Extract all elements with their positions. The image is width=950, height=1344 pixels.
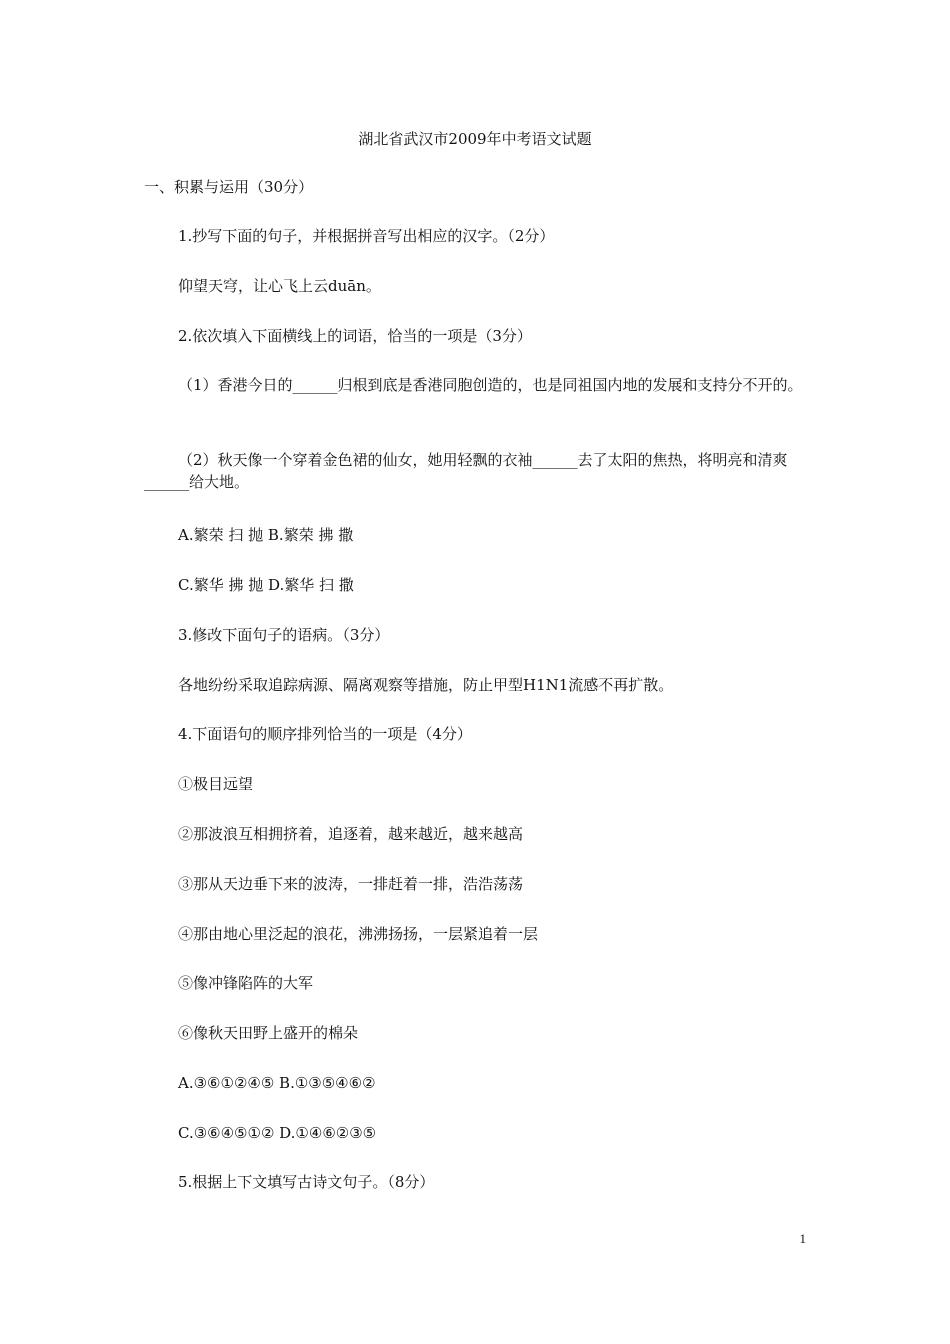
question-2-options-ab: A.繁荣 扫 抛 B.繁荣 拂 撒 <box>178 526 354 544</box>
question-4-item: ⑤像冲锋陷阵的大军 <box>178 974 314 992</box>
question-4-item: ②那波浪互相拥挤着，追逐着，越来越近，越来越高 <box>178 825 524 843</box>
question-4-item: ⑥像秋天田野上盛开的棉朵 <box>178 1024 359 1042</box>
page-title: 湖北省武汉市2009年中考语文试题 <box>358 130 592 148</box>
question-2: 2.依次填入下面横线上的词语，恰当的一项是（3分） <box>178 327 532 345</box>
question-2-options-cd: C.繁华 拂 抛 D.繁华 扫 撒 <box>178 576 354 594</box>
question-2-sentence-1: （1）香港今日的______归根到底是香港同胞创造的，也是同祖国内地的发展和支持分不开的。 <box>178 376 803 394</box>
question-4-item: ④那由地心里泛起的浪花，沸沸扬扬，一层紧追着一层 <box>178 925 539 943</box>
question-4-item: ①极目远望 <box>178 775 254 793</box>
question-4: 4.下面语句的顺序排列恰当的一项是（4分） <box>178 725 472 743</box>
section-heading: 一、积累与运用（30分） <box>144 178 314 196</box>
question-5: 5.根据上下文填写古诗文句子。（8分） <box>178 1173 435 1191</box>
question-4-item: ③那从天边垂下来的波涛，一排赶着一排，浩浩荡荡 <box>178 875 524 893</box>
question-4-options-cd: C.③⑥④⑤①② D.①④⑥②③⑤ <box>178 1124 377 1142</box>
question-4-options-ab: A.③⑥①②④⑤ B.①③⑤④⑥② <box>178 1074 376 1092</box>
question-1: 1.抄写下面的句子，并根据拼音写出相应的汉字。（2分） <box>178 227 555 245</box>
question-1-sentence: 仰望天穹，让心飞上云duān。 <box>178 277 381 295</box>
page-number: 1 <box>799 1231 806 1246</box>
question-3: 3.修改下面句子的语病。（3分） <box>178 626 390 644</box>
question-2-sentence-2: （2）秋天像一个穿着金色裙的仙女，她用轻飘的衣袖______去了太阳的焦热，将明亮和清爽______给大地。 <box>144 451 788 491</box>
question-3-sentence: 各地纷纷采取追踪病源、隔离观察等措施，防止甲型H1N1流感不再扩散。 <box>178 676 674 694</box>
